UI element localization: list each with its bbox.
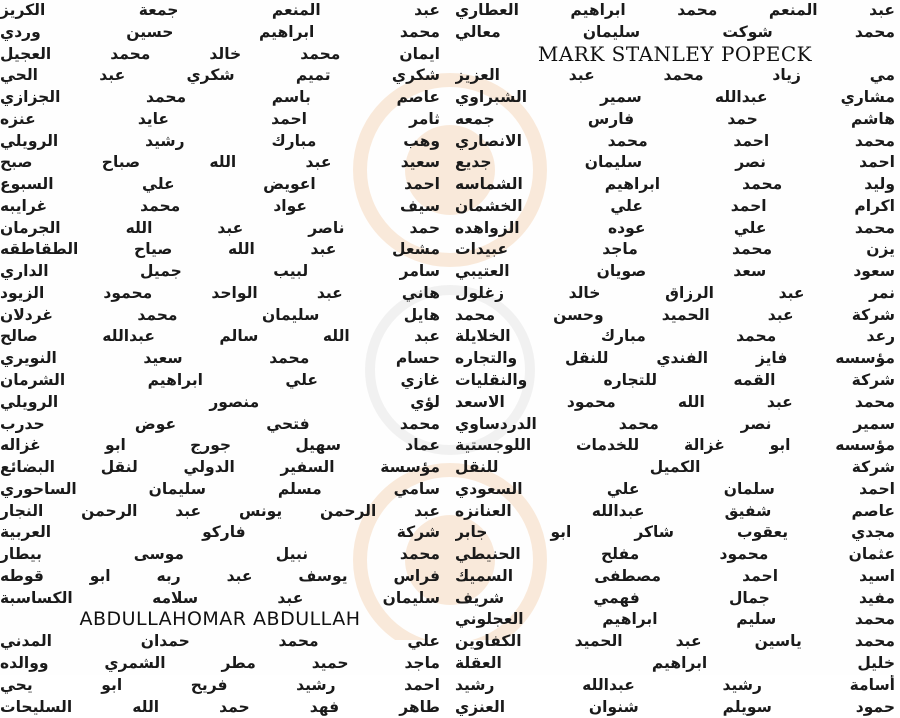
list-item: طاهر فهد حمد الله السليحات <box>0 697 440 718</box>
list-item: نمر عبد الرزاق خالد زغلول <box>455 283 895 305</box>
list-item: يزن محمد ماجد عبيدات <box>455 239 895 261</box>
list-item: سامي مسلم سليمان الساحوري <box>0 479 440 501</box>
list-item: احمد اعويض علي السبوع <box>0 174 440 196</box>
list-item: عبد المنعم محمد ابراهيم العطاري <box>455 0 895 22</box>
list-item: وهب مبارك رشيد الرويلي <box>0 131 440 153</box>
list-item: مجدي يعقوب شاكر ابو جابر <box>455 522 895 544</box>
list-item: ABDULLAHOMAR ABDULLAH <box>0 609 440 631</box>
list-item: أسامة رشيد عبدالله رشيد <box>455 675 895 697</box>
list-item: سامر لبيب جميل الداري <box>0 261 440 283</box>
list-item: هاشم حمد فارس جمعه <box>455 109 895 131</box>
list-item: محمد شوكت سليمان معالي <box>455 22 895 44</box>
list-item: احمد سلمان علي السعودي <box>455 479 895 501</box>
list-item: عبد المنعم جمعة الكريز <box>0 0 440 22</box>
list-item: مؤسسه ابو غزالة للخدمات اللوجستية <box>455 435 895 457</box>
list-item: محمد عبد الله محمود الاسعد <box>455 392 895 414</box>
list-item: مي زياد محمد عبد العزيز <box>455 65 895 87</box>
list-item: محمد علي عوده الزواهده <box>455 218 895 240</box>
list-item: ثامر احمد عايد عنزه <box>0 109 440 131</box>
list-item: سليمان عبد سلامه الكساسبة <box>0 588 440 610</box>
list-item: علي محمد حمدان المدني <box>0 631 440 653</box>
list-item: اكرام احمد علي الخشمان <box>455 196 895 218</box>
list-item: مشعل عبد الله صياح الطقاطقه <box>0 239 440 261</box>
list-item: ماجد حميد مطر الشمري ووالده <box>0 653 440 675</box>
list-item: شركة فاركو العربية <box>0 522 440 544</box>
names-column-right <box>455 0 895 675</box>
list-item: خليل ابراهيم العقلة <box>455 653 895 675</box>
list-item: محمد نبيل موسى بيطار <box>0 544 440 566</box>
list-item: عبد الله سالم عبدالله صالح <box>0 326 440 348</box>
list-item: حسام محمد سعيد النويري <box>0 348 440 370</box>
list-item: عثمان محمود مفلح الحنيطي <box>455 544 895 566</box>
list-item: شركة الكميل للنقل <box>455 457 895 479</box>
list-item: محمد احمد محمد الانصاري <box>455 131 895 153</box>
list-item: عاصم شفيق عبدالله العنانزه <box>455 501 895 523</box>
list-item: MARK STANLEY POPECK <box>455 44 895 66</box>
list-item: محمد سليم ابراهيم العجلوني <box>455 609 895 631</box>
list-item: شركة القمه للتجاره والنقليات <box>455 370 895 392</box>
list-item: رعد محمد مبارك الخلايلة <box>455 326 895 348</box>
list-item: محمد ابراهيم حسين وردي <box>0 22 440 44</box>
list-item: لؤي منصور الرويلي <box>0 392 440 414</box>
list-item: احمد رشيد فريح ابو يحي <box>0 675 440 697</box>
list-item: سمير نصر محمد الدردساوي <box>455 414 895 436</box>
list-item: مؤسسه فايز الفندي للنقل والتجاره <box>455 348 895 370</box>
list-item: عماد سهيل جورج ابو غزاله <box>0 435 440 457</box>
list-item: مفيد جمال فهمي شريف <box>455 588 895 610</box>
list-item: وليد محمد ابراهيم الشماسه <box>455 174 895 196</box>
list-item: عاصم باسم محمد الجزازي <box>0 87 440 109</box>
list-item: حمد ناصر عبد الله الجرمان <box>0 218 440 240</box>
list-item: حمود سويلم شنوان العنزي <box>455 697 895 718</box>
list-item: احمد نصر سليمان جديع <box>455 152 895 174</box>
list-item: محمد ياسين عبد الحميد الكفاوين <box>455 631 895 653</box>
list-item: شركة عبد الحميد وحسن محمد <box>455 305 895 327</box>
list-item: مؤسسة السفير الدولي لنقل البضائع <box>0 457 440 479</box>
names-column-left <box>0 0 440 675</box>
list-item: هايل سليمان محمد غردلان <box>0 305 440 327</box>
list-item: فراس يوسف عبد ربه ابو قوطه <box>0 566 440 588</box>
list-item: مشاري عبدالله سمير الشبراوي <box>455 87 895 109</box>
list-item: هاني عبد الواحد محمود الزيود <box>0 283 440 305</box>
list-item: اسيد احمد مصطفى السميك <box>455 566 895 588</box>
list-item: ايمان محمد خالد محمد العجيل <box>0 44 440 66</box>
list-item: عبد الرحمن يونس عبد الرحمن النجار <box>0 501 440 523</box>
list-item: غازي علي ابراهيم الشرمان <box>0 370 440 392</box>
list-item: سيف عواد محمد غرايبه <box>0 196 440 218</box>
list-item: سعود سعد صويان العتيبي <box>455 261 895 283</box>
list-item: سعيد عبد الله صباح صبح <box>0 152 440 174</box>
list-item: محمد فتحي عوض حدرب <box>0 414 440 436</box>
list-item: شكري تميم شكري عبد الحي <box>0 65 440 87</box>
